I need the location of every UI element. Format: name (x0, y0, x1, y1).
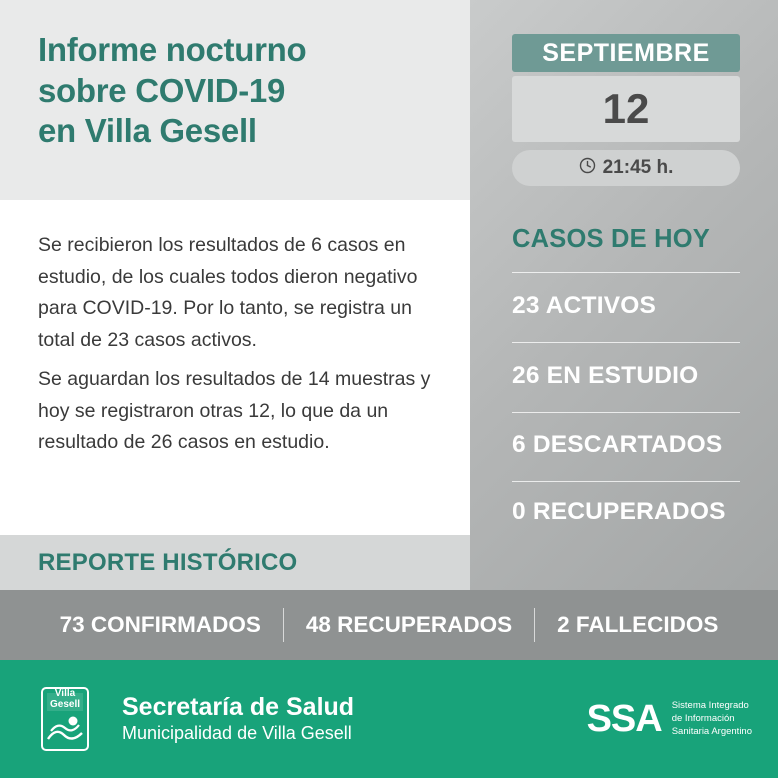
body-block (0, 200, 470, 535)
day-number: 12 (602, 85, 650, 132)
historic-title-band (0, 535, 470, 590)
time-label: 21:45 h. (602, 157, 674, 178)
time-box (512, 150, 740, 186)
historic-fallecidos: 2 FALLECIDOS (557, 612, 719, 637)
month-label: SEPTIEMBRE (512, 34, 740, 72)
villa-gesell-logo-icon (34, 687, 96, 751)
body-paragraph-1: Se recibieron los resultados de 6 casos en estudio, de los cuales todos dieron negativo para COVID-19. Por lo tanto, se registra un total de 23 casos activos. (38, 234, 418, 351)
sisa-line-1: Sistema Integrado (671, 699, 749, 711)
divider-today-2 (512, 342, 740, 343)
logo-text: Villa Gesell (49, 688, 81, 710)
sisa-line-3: Sanitaria Argentino (671, 725, 752, 737)
divider-today-1 (512, 272, 740, 273)
sisa-description (672, 700, 752, 738)
sisa-line-2: de Información (671, 712, 735, 724)
stat-en-estudio: 26 EN ESTUDIO (512, 362, 699, 389)
footer-text (122, 693, 354, 745)
sisa-logo (587, 700, 752, 738)
stat-activos: 23 ACTIVOS (512, 292, 657, 319)
page-title-line-2: sobre COVID-19 (38, 71, 286, 109)
page-title-line-1: Informe nocturno (38, 31, 307, 68)
divider-today-4 (512, 481, 740, 482)
divider-today-3 (512, 412, 740, 413)
stat-descartados: 6 DESCARTADOS (512, 431, 723, 458)
clock-icon (579, 157, 596, 179)
historic-band (0, 590, 778, 660)
stat-recuperados: 0 RECUPERADOS (512, 498, 726, 525)
day-box (512, 76, 740, 142)
footer-title: Secretaría de Salud (122, 692, 355, 721)
sisa-wordmark-icon: SSA (586, 698, 662, 740)
historic-confirmados: 73 CONFIRMADOS (59, 612, 261, 637)
historic-heading: REPORTE HISTÓRICO (38, 548, 298, 576)
right-column (470, 0, 778, 660)
today-heading: CASOS DE HOY (512, 225, 710, 253)
historic-recuperados: 48 RECUPERADOS (305, 612, 513, 637)
title-block (0, 0, 470, 200)
body-paragraph-2: Se aguardan los resultados de 14 muestras y hoy se registraron otras 12, lo que da un resultado de 26 casos en estudio. (38, 368, 431, 454)
footer-subtitle: Municipalidad de Villa Gesell (122, 722, 352, 743)
page-title-line-3: en Villa Gesell (38, 112, 257, 150)
footer (0, 660, 778, 778)
